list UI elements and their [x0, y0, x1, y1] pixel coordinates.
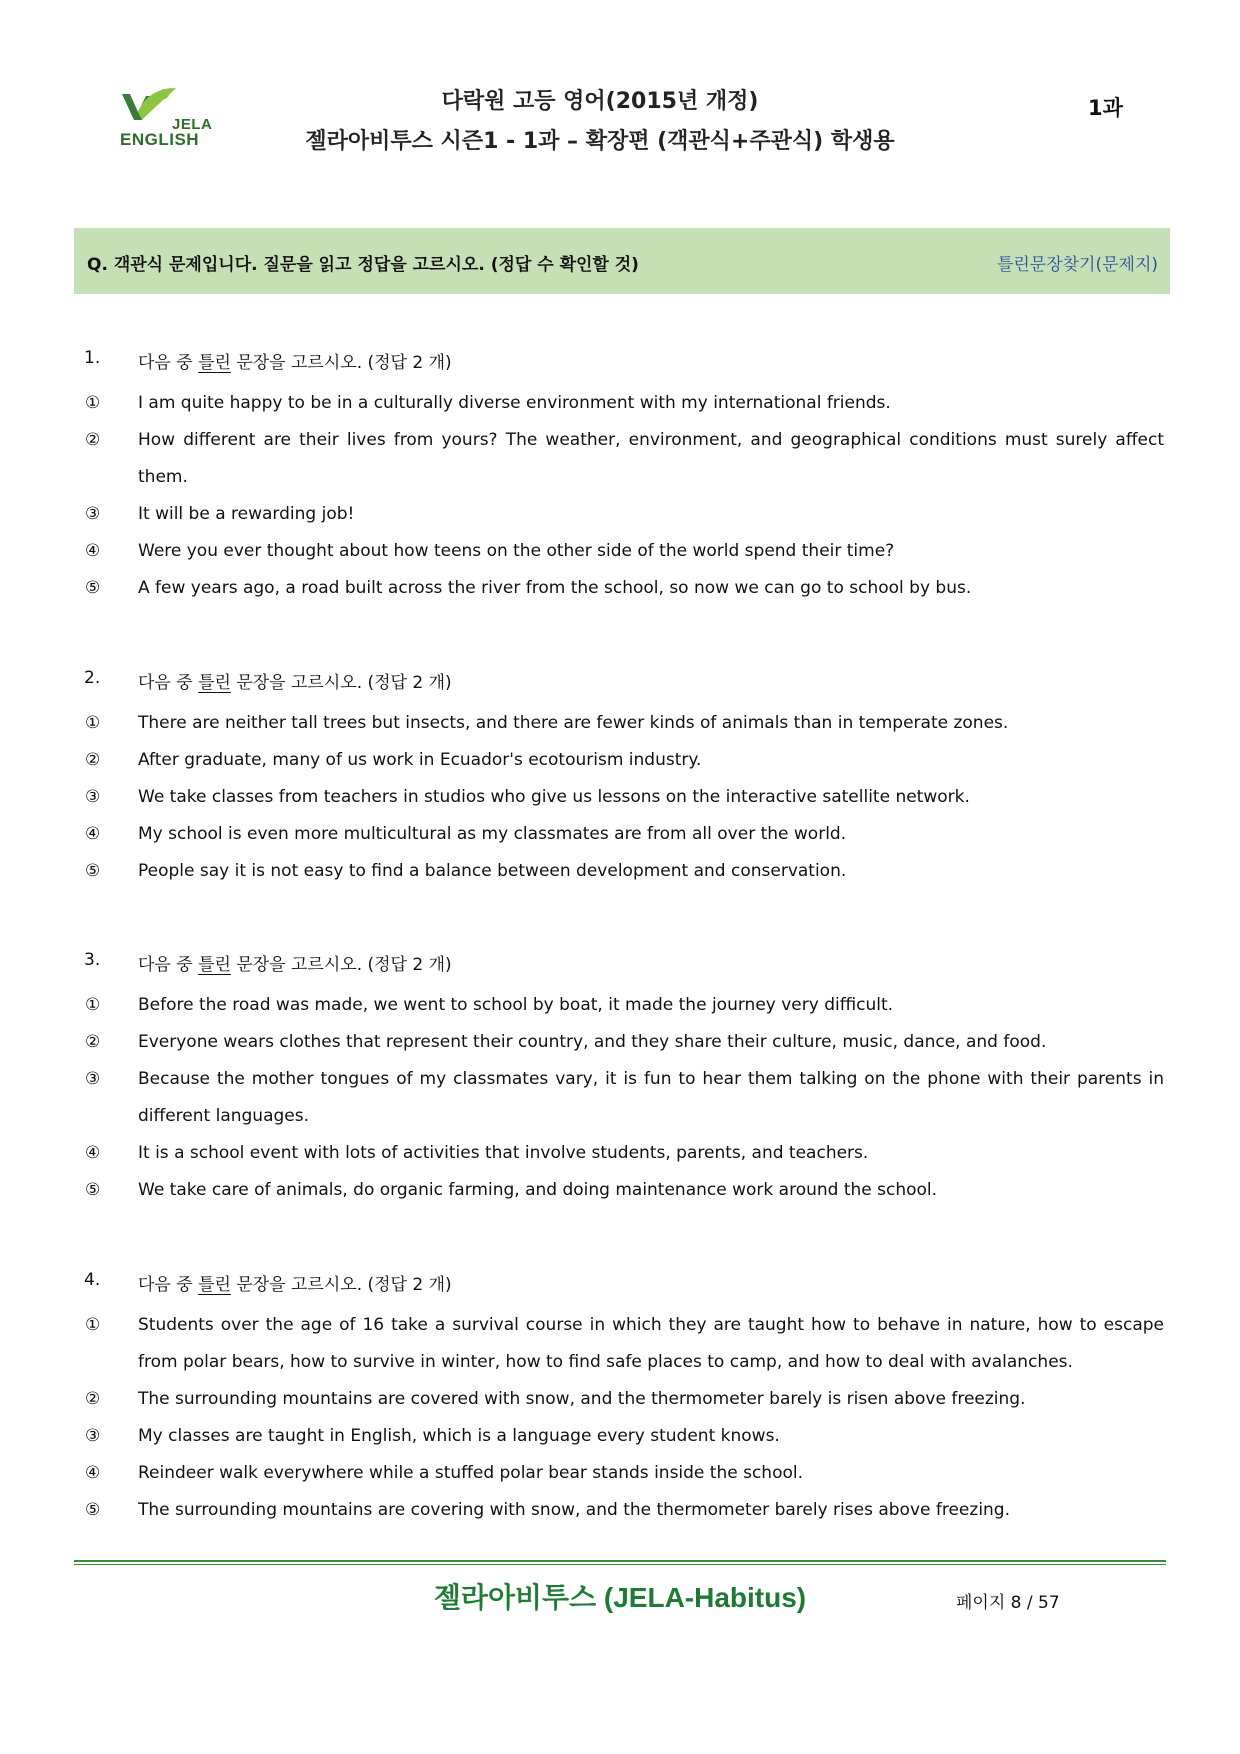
- option-text: We take classes from teachers in studios who give us lessons on the interactive satellite network.: [138, 787, 970, 807]
- question-prompt: 다음 중 틀린 문장을 고르시오. (정답 2 개): [138, 673, 452, 693]
- question-prompt: 다음 중 틀린 문장을 고르시오. (정답 2 개): [138, 1275, 452, 1295]
- question-number: 3.: [84, 950, 101, 970]
- logo-english-text: ENGLISH: [120, 130, 200, 149]
- option-text: Reindeer walk everywhere while a stuffed polar bear stands inside the school.: [138, 1463, 804, 1483]
- option-mark: ④: [85, 824, 101, 844]
- question-3: [84, 950, 1164, 1209]
- option-5[interactable]: [84, 1172, 1164, 1209]
- option-text: People say it is not easy to find a balance between development and conservation.: [138, 861, 847, 881]
- option-text: My classes are taught in English, which is a language every student knows.: [138, 1426, 780, 1446]
- option-3[interactable]: [84, 779, 1164, 816]
- option-3[interactable]: [84, 1418, 1164, 1455]
- option-2[interactable]: [84, 1024, 1164, 1061]
- instruction-text: Q. 객관식 문제입니다. 질문을 읽고 정답을 고르시오. (정답 수 확인할 것): [87, 255, 639, 275]
- option-mark: ②: [85, 1389, 101, 1409]
- question-1: [84, 348, 1164, 607]
- leaf-v-icon: [120, 86, 180, 126]
- option-1[interactable]: [84, 987, 1164, 1024]
- option-mark: ⑤: [85, 1500, 101, 1520]
- option-mark: ④: [85, 1463, 101, 1483]
- option-text: Were you ever thought about how teens on the other side of the world spend their time?: [138, 541, 895, 561]
- option-3[interactable]: [84, 496, 1164, 533]
- question-prompt: 다음 중 틀린 문장을 고르시오. (정답 2 개): [138, 353, 452, 373]
- option-mark: ①: [85, 713, 101, 733]
- option-mark: ⑤: [85, 861, 101, 881]
- question-stem: [84, 348, 1164, 385]
- question-stem: [84, 950, 1164, 987]
- option-text: Before the road was made, we went to school by boat, it made the journey very difficult.: [138, 995, 894, 1015]
- underlined-keyword: 틀린: [198, 673, 231, 693]
- option-mark: ①: [85, 995, 101, 1015]
- question-2: [84, 668, 1164, 890]
- option-2[interactable]: [84, 422, 1164, 496]
- option-text: There are neither tall trees but insects, and there are fewer kinds of animals than in temperate zones.: [138, 713, 1009, 733]
- page-number: 페이지 8 / 57: [956, 1593, 1060, 1613]
- option-1[interactable]: [84, 385, 1164, 422]
- logo-jela-text: JELA: [172, 116, 213, 133]
- option-text: The surrounding mountains are covering with snow, and the thermometer barely rises above freezing.: [138, 1500, 1011, 1520]
- option-text: After graduate, many of us work in Ecuador's ecotourism industry.: [138, 750, 702, 770]
- option-text: Because the mother tongues of my classmates vary, it is fun to hear them talking on the phone with their parents in different languages.: [138, 1069, 1164, 1126]
- option-mark: ④: [85, 1143, 101, 1163]
- option-5[interactable]: [84, 1492, 1164, 1529]
- footer-rule-thin: [74, 1564, 1166, 1565]
- underlined-keyword: 틀린: [198, 1275, 231, 1295]
- question-prompt: 다음 중 틀린 문장을 고르시오. (정답 2 개): [138, 955, 452, 975]
- underlined-keyword: 틀린: [198, 353, 231, 373]
- option-1[interactable]: [84, 1307, 1164, 1381]
- option-text: A few years ago, a road built across the river from the school, so now we can go to school by bus.: [138, 578, 972, 598]
- option-mark: ④: [85, 541, 101, 561]
- option-4[interactable]: [84, 816, 1164, 853]
- header-title-line1: 다락원 고등 영어(2015년 개정): [441, 89, 759, 114]
- option-4[interactable]: [84, 1455, 1164, 1492]
- worksheet-type-tag: 틀린문장찾기(문제지): [996, 255, 1158, 275]
- option-text: It will be a rewarding job!: [138, 504, 355, 524]
- option-mark: ③: [85, 787, 101, 807]
- option-text: We take care of animals, do organic farming, and doing maintenance work around the school.: [138, 1180, 938, 1200]
- jela-english-logo: [116, 86, 228, 152]
- instruction-banner: [74, 228, 1170, 294]
- option-2[interactable]: [84, 742, 1164, 779]
- question-number: 1.: [84, 348, 101, 368]
- option-text: My school is even more multicultural as my classmates are from all over the world.: [138, 824, 847, 844]
- lesson-label: 1과: [1088, 96, 1123, 120]
- option-mark: ②: [85, 1032, 101, 1052]
- option-mark: ⑤: [85, 1180, 101, 1200]
- option-text: It is a school event with lots of activities that involve students, parents, and teachers.: [138, 1143, 869, 1163]
- option-text: Everyone wears clothes that represent their country, and they share their culture, music, dance, and food.: [138, 1032, 1047, 1052]
- option-text: Students over the age of 16 take a survival course in which they are taught how to behave in nature, how to escape from polar bears, how to survive in winter, how to find safe places to camp, and how to deal with avalanches.: [138, 1315, 1164, 1372]
- option-3[interactable]: [84, 1061, 1164, 1135]
- option-mark: ①: [85, 393, 101, 413]
- option-1[interactable]: [84, 705, 1164, 742]
- option-4[interactable]: [84, 1135, 1164, 1172]
- option-4[interactable]: [84, 533, 1164, 570]
- option-mark: ②: [85, 750, 101, 770]
- footer-rule: [74, 1560, 1166, 1562]
- question-number: 4.: [84, 1270, 101, 1290]
- question-stem: [84, 1270, 1164, 1307]
- question-number: 2.: [84, 668, 101, 688]
- option-text: How different are their lives from yours? The weather, environment, and geographical conditions must surely affect them.: [138, 430, 1164, 487]
- option-text: I am quite happy to be in a culturally diverse environment with my international friends.: [138, 393, 891, 413]
- option-5[interactable]: [84, 853, 1164, 890]
- underlined-keyword: 틀린: [198, 955, 231, 975]
- header-title-line2: 젤라아비투스 시즌1 - 1과 – 확장편 (객관식+주관식) 학생용: [305, 129, 895, 154]
- option-2[interactable]: [84, 1381, 1164, 1418]
- option-mark: ⑤: [85, 578, 101, 598]
- question-4: [84, 1270, 1164, 1529]
- option-text: The surrounding mountains are covered with snow, and the thermometer barely is risen above freezing.: [138, 1389, 1026, 1409]
- option-mark: ③: [85, 1426, 101, 1446]
- question-stem: [84, 668, 1164, 705]
- option-5[interactable]: [84, 570, 1164, 607]
- footer-brand: 젤라아비투스 (JELA-Habitus): [433, 1582, 807, 1613]
- option-mark: ①: [85, 1315, 101, 1335]
- option-mark: ③: [85, 504, 101, 524]
- option-mark: ②: [85, 430, 101, 450]
- option-mark: ③: [85, 1069, 101, 1089]
